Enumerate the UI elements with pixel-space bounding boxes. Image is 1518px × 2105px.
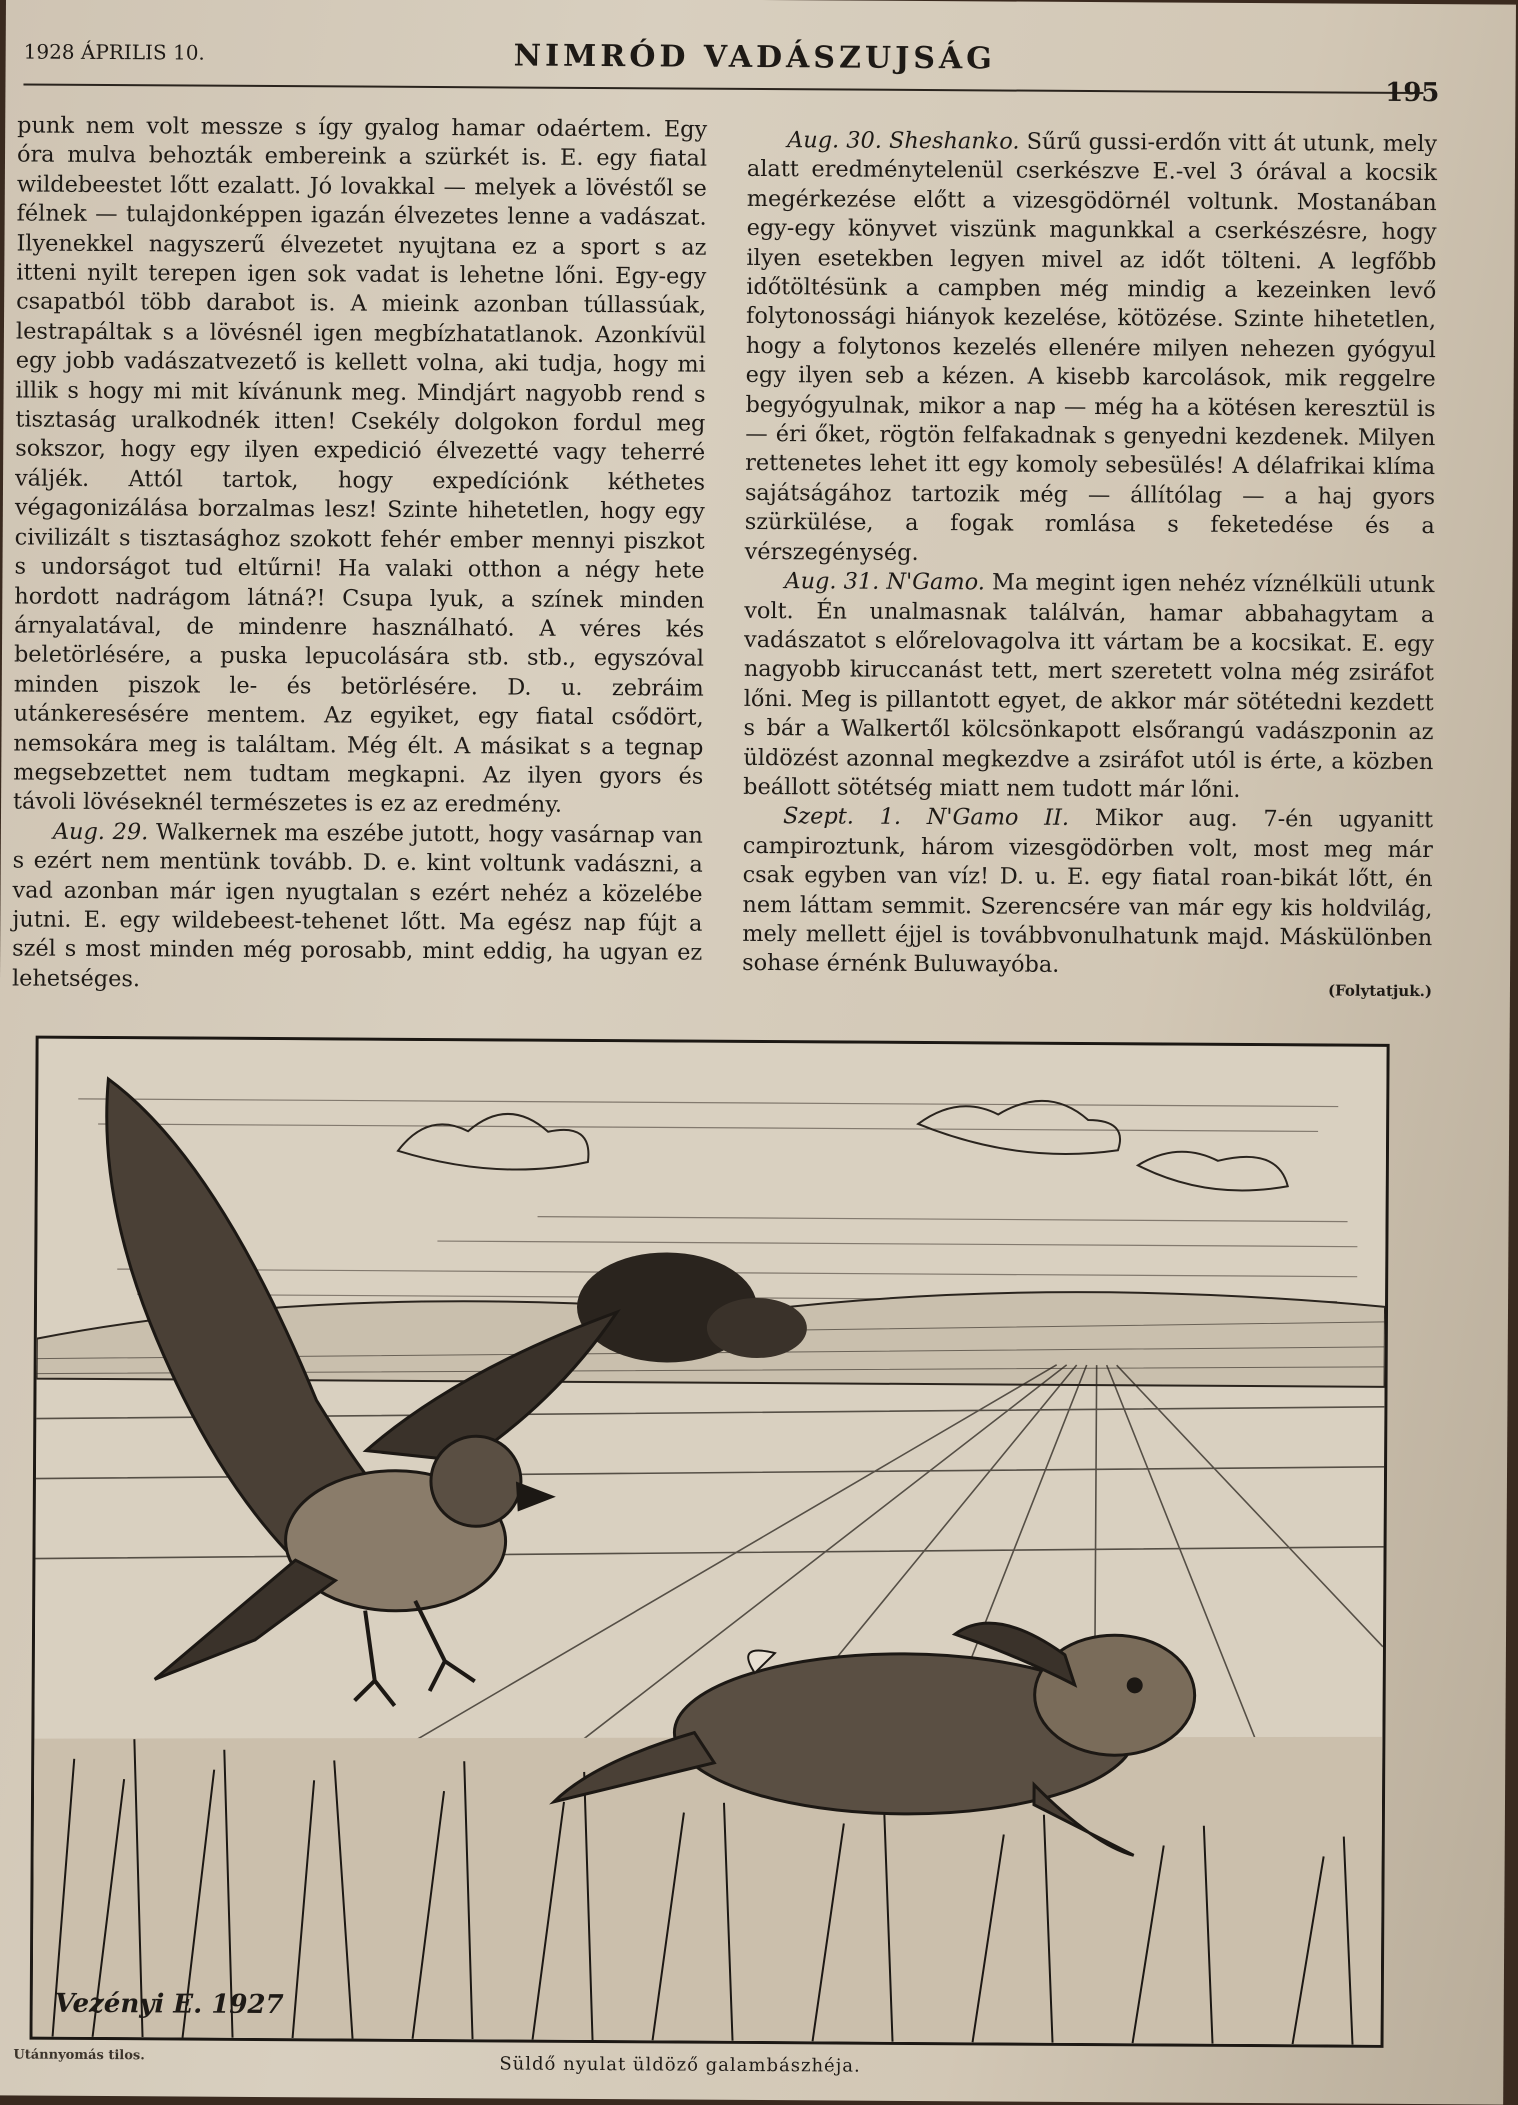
magazine-title: NIMRÓD VADÁSZUJSÁG: [513, 38, 996, 77]
paragraph: [743, 567, 1434, 806]
left-column: [12, 111, 707, 997]
paragraph: [745, 126, 1438, 571]
illustration-caption: Süldő nyulat üldöző galambászhéja.: [499, 2053, 861, 2077]
entry-text: Sűrű gussi-erdőn vitt át utunk, mely alatt eredménytelenül cserkészve E.-vel 3 órával a kocsik megérkezése előtt a vizesgödörnél voltunk. Mostanában egy-egy könyvet viszünk magunkkal a cserkészésre, hogy ilyen esetekben legyen mivel az időt tölteni. A legfőbb időtöltésünk a campben még mindig a kezeinken levő folytonossági hiányok kezelése, kötözése. Szinte hihetetlen, hogy a folytonos kezelés ellenére milyen nehezen gyógyul egy ilyen seb a kézen. A kisebb karcolások, mik reggelre begyógyulnak, mikor a nap — még ha a kötésen keresztül is — éri őket, rögtön felfakadnak s genyedni kezdenek. Milyen rettenetes lehet itt egy komoly sebesülés! A délafrikai klíma sajátságához tartozik még — állítólag — a haj gyors szürkülése, a fogak romlása s feketedése és a vérszegénység.: [744, 128, 1438, 566]
entry-date: Aug. 29.: [52, 818, 149, 846]
entry-date: Szept. 1. N'Gamo II.: [782, 803, 1070, 832]
illustration-hawk-hare: [30, 1036, 1390, 2048]
entry-text: Mikor aug. 7-én ugyanitt campiroztunk, három vizesgödörben volt, most meg már csak egyben van víz! D. u. E. egy fiatal roan-bikát lőtt, én nem láttam semmit. Szerencsére van már egy kis holdvilág, mely mellett éjjel is továbbvonulhatunk majd. Máskülönben sohase érnénk Buluwayóba.: [742, 805, 1434, 979]
issue-date: 1928 ÁPRILIS 10.: [23, 39, 205, 65]
continued-note: (Folytatjuk.): [1327, 981, 1433, 1000]
entry-text: Ma megint igen nehéz víznélküli utunk volt. Én unalmasnak találván, hamar abbahagytam a vadászatot s előrelovagolva itt vártam be a kocsikat. E. egy nagyobb kiruccanást tett, mert szeretett volna még zsiráfot lőni. Meg is pillantott egyet, de akkor már sötétedni kezdett s bár a Walkertől kölcsönkapott elsőrangú vadászponin az üldözést azonnal megkezdve a zsiráfot utól is érte, a közben beállott sötétség miatt nem tudott már lőni.: [743, 569, 1435, 803]
entry-date: Aug. 30. Sheshanko.: [787, 127, 1020, 155]
entry-text: Walkernek ma eszébe jutott, hogy vasárnap van s ezért nem mentünk tovább. D. e. kint voltunk vadászni, a vad azonban már igen nyugtalan s ezért nehéz a közelébe jutni. E. egy wildebeest-tehenet lőtt. Ma egész nap fújt a szél s most minden még porosabb, mint eddig, ha ugyan ez lehetséges.: [11, 819, 703, 993]
page-header: [23, 33, 1440, 109]
paragraph: [742, 802, 1433, 983]
paragraph: punk nem volt messze s így gyalog hamar odaértem. Egy óra mulva behozták embereink a szürkét is. E. egy fiatal wildebeestet lőtt ezalatt. Jó lovakkal — melyek a lövéstől se félnek — tulajdonképpen igazán élvezetes lenne a vadászat. Ilyenekkel nagyszerű élvezetet nyujtana ez a sport s az itteni nyilt terepen igen sok vadat is lehetne lőni. Egy-egy csapatból több darabot is. A mieink azonban túllassúak, lestrapáltak s a lövésnél igen megbízhatatlanok. Azonkívül egy jobb vadászatvezető is kellett volna, aki tudja, hogy mi illik s hogy mi mit kívánunk meg. Mindjárt nagyobb rend s tisztaság uralkodnék itten! Csekély dolgokon fordul meg sokszor, hogy egy ilyen expedició élvezetté vagy teherré váljék. Attól tartok, hogy expedíciónk kéthetes végagonizálása borzalmas lesz! Szinte hihetetlen, hogy egy civilizált s tisztasághoz szokott fehér ember mennyi piszkot s undorságot tud eltűrni! Ha valaki otthon a négy hete hordott nadrágom látná?! Csupa lyuk, a színek minden árnyalatával, de mindenre használható. A véres kés beletörlésére, a puska lepucolására stb. stb., egyszóval minden piszok le- és betörlésére. D. u. zebráim utánkeresésére mentem. Az egyiket, egy fiatal csődört, nemsokára meg is találtam. Még élt. A másikat s a tegnap megsebzettet nem tudtam megkapni. Az ilyen gyors és távoli lövéseknél természetes is ez az eredmény.: [13, 112, 708, 819]
entry-date: Aug. 31. N'Gamo.: [784, 568, 985, 596]
paragraph: [12, 817, 703, 998]
page-number: 195: [1385, 77, 1440, 109]
right-column: [742, 126, 1437, 1006]
engraving-drawing: [33, 1039, 1387, 2045]
artist-signature: Vezényi E. 1927: [54, 1988, 284, 2021]
footnote: Utánnyomás tilos.: [13, 2047, 145, 2064]
